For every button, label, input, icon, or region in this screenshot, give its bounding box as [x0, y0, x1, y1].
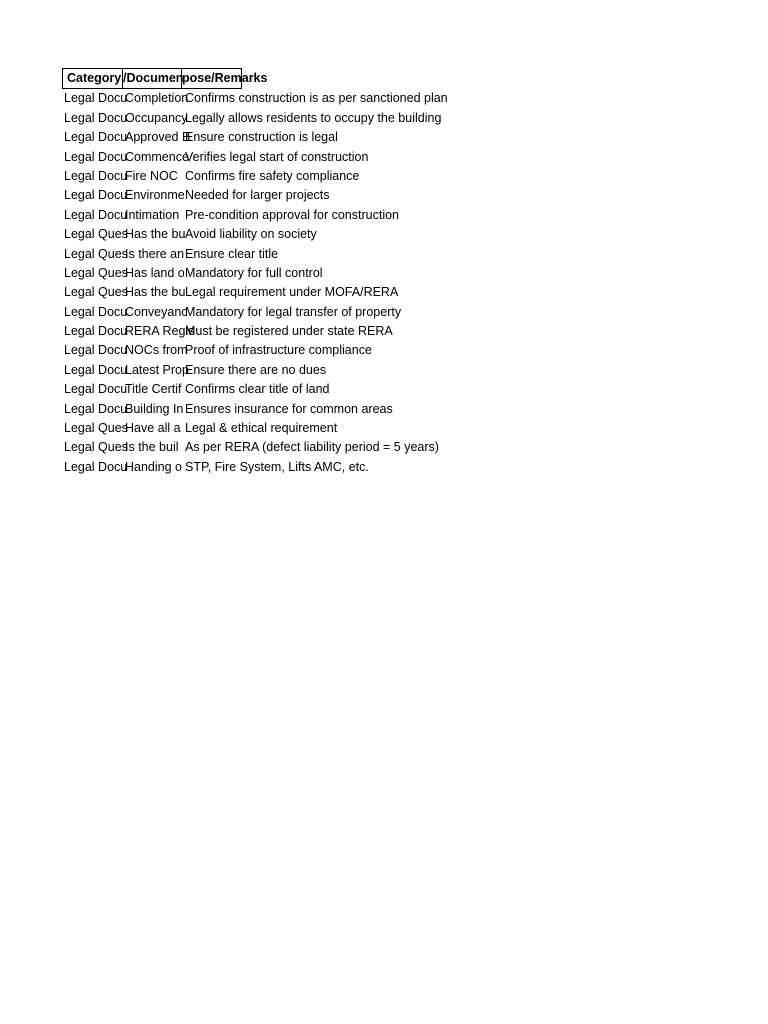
cell-remarks[interactable]: Confirms clear title of land — [185, 382, 330, 397]
cell-remarks[interactable]: Must be registered under state RERA — [185, 324, 393, 339]
cell-category[interactable]: Legal Ques — [64, 285, 128, 300]
table-row — [62, 167, 583, 186]
cell-category[interactable]: Legal Docu — [64, 110, 128, 125]
cell-category[interactable]: Legal Docu — [64, 362, 128, 377]
cell-category[interactable]: Legal Docu — [64, 459, 128, 474]
cell-category[interactable]: Legal Ques — [64, 265, 128, 280]
header-remarks-label: pose/Remarks — [182, 71, 268, 85]
table-row — [62, 225, 583, 244]
cell-category[interactable]: Legal Docu — [64, 130, 128, 145]
cell-remarks[interactable]: Proof of infrastructure compliance — [185, 343, 372, 358]
header-document-label: /Documen — [123, 71, 184, 85]
cell-item[interactable]: Completion — [125, 91, 189, 106]
cell-item[interactable]: Conveyanc — [125, 304, 188, 319]
cell-category[interactable]: Legal Docu — [64, 91, 128, 106]
cell-item[interactable]: Commence — [125, 149, 189, 164]
cell-item[interactable]: Handing o — [125, 459, 182, 474]
cell-remarks[interactable]: Legal requirement under MOFA/RERA — [185, 285, 399, 300]
table-row — [62, 283, 583, 302]
table-row — [62, 186, 583, 205]
table-row — [62, 148, 583, 167]
header-cell-category[interactable] — [62, 68, 123, 89]
cell-category[interactable]: Legal Docu — [64, 401, 128, 416]
table-row — [62, 322, 583, 341]
cell-remarks[interactable]: Mandatory for full control — [185, 265, 323, 280]
cell-item[interactable]: NOCs from — [125, 343, 188, 358]
cell-item[interactable]: Is there an — [125, 246, 185, 261]
table-row — [62, 206, 583, 225]
cell-remarks[interactable]: Confirms fire safety compliance — [185, 168, 360, 183]
table-row — [62, 303, 583, 322]
cell-category[interactable]: Legal Docu — [64, 168, 128, 183]
table-body — [62, 89, 583, 477]
cell-category[interactable]: Legal Docu — [64, 207, 128, 222]
spreadsheet — [62, 68, 583, 477]
cell-item[interactable]: Environme — [125, 188, 185, 203]
cell-category[interactable]: Legal Ques — [64, 246, 128, 261]
cell-item[interactable]: Latest Prop — [125, 362, 189, 377]
cell-remarks[interactable]: Pre-condition approval for construction — [185, 207, 400, 222]
header-row — [62, 68, 583, 87]
cell-remarks[interactable]: Avoid liability on society — [185, 227, 317, 242]
cell-remarks[interactable]: Verifies legal start of construction — [185, 149, 369, 164]
cell-remarks[interactable]: Legal & ethical requirement — [185, 421, 338, 436]
table-row — [62, 264, 583, 283]
cell-item[interactable]: Has the bu — [125, 227, 186, 242]
cell-item[interactable]: Occupancy — [125, 110, 188, 125]
table-row — [62, 400, 583, 419]
cell-item[interactable]: Building In — [125, 401, 184, 416]
cell-remarks[interactable]: Ensure clear title — [185, 246, 279, 261]
table-row — [62, 128, 583, 147]
cell-category[interactable]: Legal Ques — [64, 421, 128, 436]
table-row — [62, 361, 583, 380]
cell-category[interactable]: Legal Docu — [64, 382, 128, 397]
cell-remarks[interactable]: STP, Fire System, Lifts AMC, etc. — [185, 459, 369, 474]
cell-category[interactable]: Legal Ques — [64, 440, 128, 455]
cell-remarks[interactable]: Needed for larger projects — [185, 188, 330, 203]
table-row — [62, 89, 583, 108]
cell-category[interactable]: Legal Docu — [64, 304, 128, 319]
cell-item[interactable]: Approved B — [125, 130, 191, 145]
table-row — [62, 438, 583, 457]
header-cell-remarks[interactable] — [181, 68, 268, 89]
table-row — [62, 419, 583, 438]
table-row — [62, 245, 583, 264]
cell-remarks[interactable]: Ensure construction is legal — [185, 130, 338, 145]
cell-category[interactable]: Legal Docu — [64, 149, 128, 164]
cell-remarks[interactable]: Confirms construction is as per sanctioned plan — [185, 91, 448, 106]
cell-remarks[interactable]: Ensure there are no dues — [185, 362, 327, 377]
cell-remarks[interactable]: Mandatory for legal transfer of property — [185, 304, 402, 319]
cell-item[interactable]: Title Certif — [125, 382, 182, 397]
cell-category[interactable]: Legal Docu — [64, 343, 128, 358]
cell-item[interactable]: Has land o — [125, 265, 185, 280]
cell-category[interactable]: Legal Docu — [64, 188, 128, 203]
cell-remarks[interactable]: Legally allows residents to occupy the building — [185, 110, 442, 125]
cell-remarks[interactable]: Ensures insurance for common areas — [185, 401, 393, 416]
header-category-label: Category — [67, 71, 122, 85]
cell-item[interactable]: Intimation — [125, 207, 180, 222]
cell-item[interactable]: Has the bu — [125, 285, 186, 300]
cell-remarks[interactable]: As per RERA (defect liability period = 5 years) — [185, 440, 439, 455]
cell-item[interactable]: Is the buil — [125, 440, 179, 455]
table-row — [62, 109, 583, 128]
cell-item[interactable]: RERA Regis — [125, 324, 195, 339]
cell-item[interactable]: Have all a — [125, 421, 181, 436]
cell-category[interactable]: Legal Docu — [64, 324, 128, 339]
table-row — [62, 341, 583, 360]
table-row — [62, 380, 583, 399]
header-cell-document[interactable] — [122, 68, 182, 89]
table-row — [62, 458, 583, 477]
cell-category[interactable]: Legal Ques — [64, 227, 128, 242]
cell-item[interactable]: Fire NOC — [125, 168, 178, 183]
